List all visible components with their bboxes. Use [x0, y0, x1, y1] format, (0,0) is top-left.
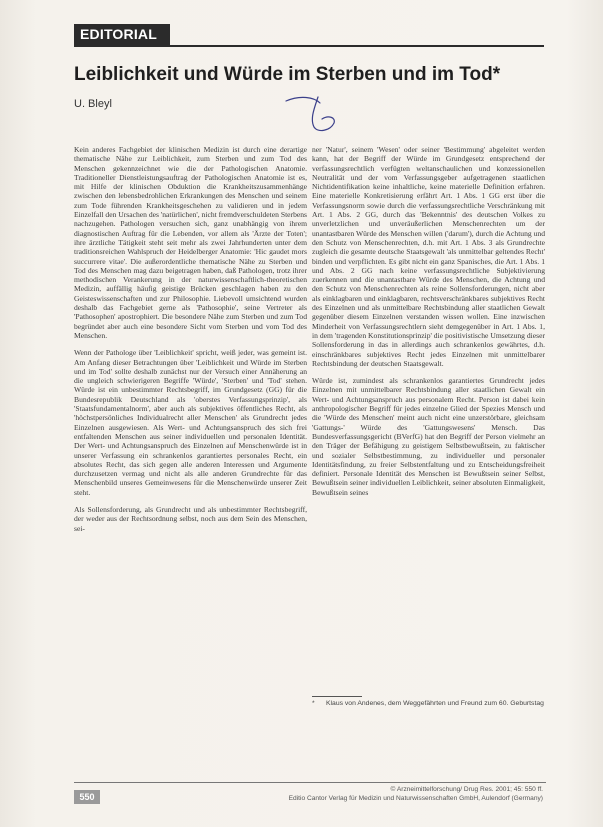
author-name: U. Bleyl — [74, 98, 112, 110]
footnote-text: Klaus von Andenes, dem Weggefährten und Freund zum 60. Geburtstag — [326, 700, 544, 707]
paragraph: Würde ist, zumindest als schrankenlos garantiertes Grundrecht jedes Einzelnen mit unmittelbarer Rechtsbindung aller staatlichen Gewalt ein Wert- und Achtungsanspruch aus personalem Recht. Person ist dabei kein anthropologischer Begriff für jedes einzelne Glied der Spezies Mensch und die 'Würde des Menschen' meint auch nicht eine unzerstörbare, gleichsam 'Gattungs-' Würde des 'Gattungswesens' Mensch. Das Bundesverfassungsgericht (BVerfG) hat den Begriff der Person vielmehr an den Träger der Befähigung zu geistigem Selbstbewußtsein, zu faktischer und sozialer Selbstbestimmung, zu individueller und personaler Identitätsfindung, zu freier Selbstentfaltung und zu Entscheidungsfreiheit definiert. Personale Identität des Menschen ist Bewußtsein seiner Selbst, Bewußtsein seiner individuellen Leiblichkeit, seiner absoluten Einmaligkeit, Bewußtsein seines — [312, 376, 545, 497]
paragraph: Wenn der Pathologe über 'Leiblichkeit' spricht, weiß jeder, was gemeint ist. Am Anfang dieser Betrachtungen über 'Leiblichkeit und Würde im Sterben und im Tod' sollte deshalb zunächst nur der Versuch einer Annäherung an die ungleich schwierigeren Begriffe 'Würde', 'Sterben' und 'Tod' stehen. Würde ist ein unbestimmter Rechtsbegriff, im Grundgesetz (GG) für die Bundesrepublik Deutschland als 'oberstes Verfassungsprinzip', als 'Staatsfundamentalnorm', aber auch als subjektives öffentliches Recht, als 'höchstpersönliches Individualrecht aller Menschen' als Grundrecht jedes Einzelnen ausgewiesen. Als Wert- und Achtungsanspruch des sich frei entfaltenden Menschen aus seiner individuellen und personalen Identität. Der Wert- und Achtungsanspruch des Einzelnen auf Menschenwürde ist in unserer Verfassung ein schrankenlos garantiertes personales Recht, ein absolutes Recht, das sich gegen alle anderen Interessen und Argumente durchzusetzen vermag und nicht als alle anderen Grundrechte für das Menschenbild unseres Gemeinwesens für die Menschenwürde unserer Zeit steht. — [74, 348, 307, 497]
section-badge: EDITORIAL — [74, 24, 170, 45]
page-title: Leiblichkeit und Würde im Sterben und im Tod* — [74, 64, 501, 85]
page-number: 550 — [74, 790, 100, 804]
footnote-marker: * — [312, 700, 315, 707]
handwritten-mark-icon — [280, 93, 340, 135]
paragraph: Kein anderes Fachgebiet der klinischen Medizin ist durch eine derartige thematische Nähe zur Leiblichkeit, zum Sterben und zum Tod des Menschen gekennzeichnet wie die der Pathologischen Anatomie. Traditioneller Dienstleistungsauftrag der Pathologischen Anatomie ist es, mit Hilfe der klinischen Obduktion die Krankheitszusammenhänge zwischen den lebensbedrohlichen Erkrankungen des Menschen und seinem zum Tode führenden Krankheitsgeschehen zu validieren und in jedem Einzelfall den Ursachen des 'natürlichen', nicht fremdverschuldeten Sterbens nachzugehen. Pathologen versuchen sich, ganz unabhängig von ihrem diagnostischen Auftrag für die Lebenden, vor allem als 'Ärzte der Toten'; ihre ärztliche Tätigkeit steht seit mehr als zwei Jahrhunderten unter dem traditionsreichen Wahlspruch der Heidelberger Anatomie: 'Hic gaudet mors succurrere vitae'. Die außerordentliche thematische Nähe zu Sterben und Tod des Menschen mag dazu beigetragen haben, daß Pathologen, trotz ihrer methodischen Verankerung in der naturwissenschaftlich-theoretischen Medizin, auffällig häufig geistige Brücken geschlagen haben zu den Geisteswissenschaften und zur Philosophie. Liebevoll umsichtend wurden deshalb das Fachgebiet gerne als 'Pathosophie', seine Vertreter als 'Pathosophen' apostrophiert. Die besondere Nähe zum Sterben und zum Tod begründet aber auch eine besondere Sicht vom Sterben und vom Tod des Menschen. — [74, 145, 307, 340]
footer-rule — [74, 782, 546, 783]
header-rule — [74, 45, 544, 47]
paragraph: ner 'Natur', seinem 'Wesen' oder seiner 'Bestimmung' abgeleitet werden kann, hat der Begriff der Würde im Grundgesetz entsprechend der verfassungsrechtlich verfügten weltanschaulichen und konzessionellen Neutralität und der vom Verfassungsgeber aufgetragenen staatlichen Nichtidentifikation keine inhaltliche, keine materielle Definition erfahren. Eine materielle Konkretisierung erfährt Art. 1 Abs. 1 GG erst über die Verfassungsnorm sowie durch die verfassungsrechtliche Verschränkung mit Art. 1 Abs. 2 GG, durch das 'Bekenntnis' des deutschen Volkes zu unverletzlichen und unveräußerlichen Menschenrechten um der unantastbaren Würde des Menschen willen ('darum'), durch die Achtung und den Schutz von Menschenrechten, d.h. mit Art. 1 Abs. 3 als Grundrechte zugleich die gesamte deutsche Staatsgewalt 'als unmittelbar geltendes Recht' binden und verpflichten. Es gibt nicht ein ganz Spanisches, die Art. 1 Abs. 1 und Abs. 2 GG nach keine verfassungsrechtliche Subjektivierung zuerkennen und die unantastbare Würde des Menschen, die Achtung und den Schutz von Menschenrechten als reine Sollensforderungen, nicht aber als einklagbaren und einklagbaren, rechtsverschränkbares subjektives Recht des Einzelnen und als unmittelbare Rechtsbindung aller staatlichen Gewalt gegenüber diesem Einzelnen verstanden wissen wollen. Eine inzwischen Minderheit von Verfassungsrechtlern sieht demgegenüber in Art. 1 Abs. 1, in dem 'tragenden Konstitutionsprinzip' die positivistische Umsetzung dieser Sollensforderung in das in allerdings auch schrankenlos gewährtes, d.h. einschränkbares subjektives Recht jedes Einzelnen mit unmittelbarer Rechtsbindung der deutschen Staatsgewalt. — [312, 145, 545, 368]
footnote-divider — [312, 696, 362, 697]
text-column-right — [312, 145, 545, 505]
journal-line: Editio Cantor Verlag für Medizin und Naturwissenschaften GmbH, Aulendorf (Germany) — [288, 794, 543, 802]
journal-citation — [283, 786, 543, 803]
journal-line: © Arzneimittelforschung/ Drug Res. 2001; 45: 550 ff. — [390, 786, 543, 793]
text-column-left — [74, 145, 307, 541]
paragraph: Als Sollensforderung, als Grundrecht und als unbestimmter Rechtsbegriff, der weder aus der Rechtsordnung selbst, noch aus dem Sein des Menschen, sei- — [74, 504, 307, 533]
footnote — [312, 700, 545, 709]
